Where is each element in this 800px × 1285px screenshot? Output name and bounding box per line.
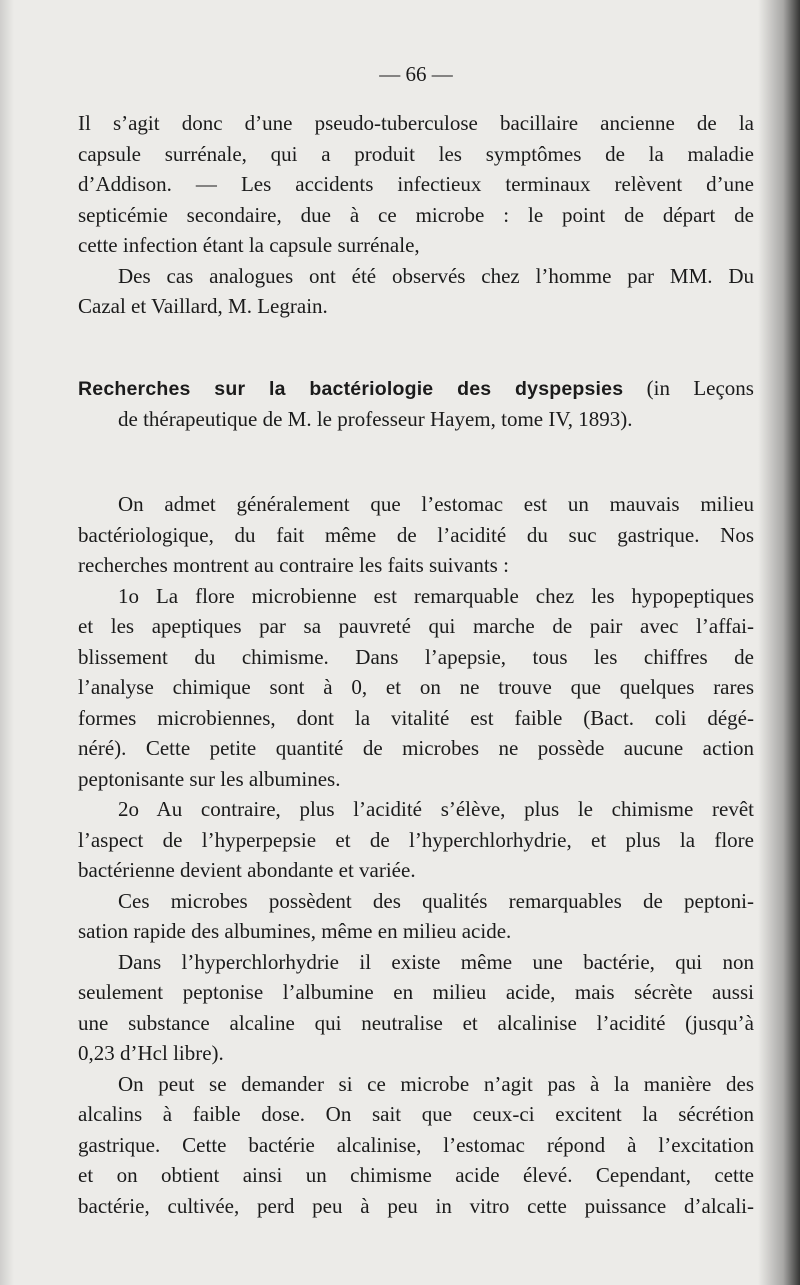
page-left-shadow: [0, 0, 14, 1285]
text-line: et on obtient ainsi un chimisme acide élevé. Cependant, cette: [78, 1163, 754, 1187]
text-line: blissement du chimisme. Dans l’apepsie, tous les chiffres de: [78, 644, 754, 669]
section-heading: [78, 373, 754, 434]
text-line: On peut se demander si ce microbe n’agit pas à la manière des: [118, 1071, 754, 1096]
text-line: néré). Cette petite quantité de microbes ne possède aucune action: [78, 736, 754, 760]
text-line: formes microbiennes, dont la vitalité est faible (Bact. coli dégé-: [78, 705, 754, 730]
text-line: Dans l’hyperchlorhydrie il existe même une bactérie, qui non: [118, 949, 754, 974]
text-line: gastrique. Cette bactérie alcalinise, l’estomac répond à l’excitation: [78, 1132, 754, 1157]
section-title-line: [78, 373, 754, 404]
text-line: alcalins à faible dose. On sait que ceux-ci excitent la sécrétion: [78, 1102, 754, 1126]
text-line: septicémie secondaire, due à ce microbe : le point de départ de: [78, 202, 754, 227]
section-title-source: (in Leçons: [623, 376, 754, 400]
text-line: sation rapide des albumines, même en milieu acide.: [78, 919, 512, 943]
text-line: et les apeptiques par sa pauvreté qui marche de pair avec l’affai-: [78, 614, 754, 638]
text-line: Ces microbes possèdent des qualités remarquables de peptoni-: [118, 888, 754, 913]
text-line: On admet généralement que l’estomac est un mauvais milieu: [118, 492, 754, 516]
text-line: Il s’agit donc d’une pseudo-tuberculose bacillaire ancienne de la: [78, 111, 754, 135]
section-title-line-2: de thérapeutique de M. le professeur Hayem, tome IV, 1893).: [118, 406, 633, 431]
text-line: 0,23 d’Hcl libre).: [78, 1041, 224, 1065]
text-line: 1o La flore microbienne est remarquable chez les hypopeptiques: [118, 583, 754, 608]
body-paragraphs: [78, 489, 754, 1221]
text-line: Des cas analogues ont été observés chez l’homme par MM. Du: [118, 263, 754, 288]
text-line: bactériologique, du fait même de l’acidité du suc gastrique. Nos: [78, 522, 754, 547]
section-title: Recherches sur la bactériologie des dyspepsies: [78, 378, 624, 400]
text-line: recherches montrent au contraire les faits suivants :: [78, 553, 509, 577]
text-line: l’aspect de l’hyperpepsie et de l’hyperchlorhydrie, et plus la flore: [78, 827, 754, 852]
text-line: bactérie, cultivée, perd peu à peu in vitro cette puissance d’alcali-: [78, 1193, 754, 1218]
text-line: cette infection étant la capsule surrénale,: [78, 233, 420, 257]
text-line: 2o Au contraire, plus l’acidité s’élève, plus le chimisme revêt: [118, 797, 754, 821]
page-number: — 66 —: [379, 62, 453, 86]
text-line: une substance alcaline qui neutralise et alcalinise l’acidité (jusqu’à: [78, 1010, 754, 1035]
text-line: seulement peptonise l’albumine en milieu acide, mais sécrète aussi: [78, 980, 754, 1004]
text-line: Cazal et Vaillard, M. Legrain.: [78, 294, 328, 318]
text-line: bactérienne devient abondante et variée.: [78, 858, 416, 882]
text-line: capsule surrénale, qui a produit les symptômes de la maladie: [78, 141, 754, 166]
text-line: l’analyse chimique sont à 0, et on ne trouve que quelques rares: [78, 675, 754, 699]
text-line: d’Addison. — Les accidents infectieux terminaux relèvent d’une: [78, 172, 754, 196]
intro-paragraphs: [78, 108, 754, 322]
page-right-shadow: [758, 0, 800, 1285]
text-line: peptonisante sur les albumines.: [78, 766, 341, 791]
